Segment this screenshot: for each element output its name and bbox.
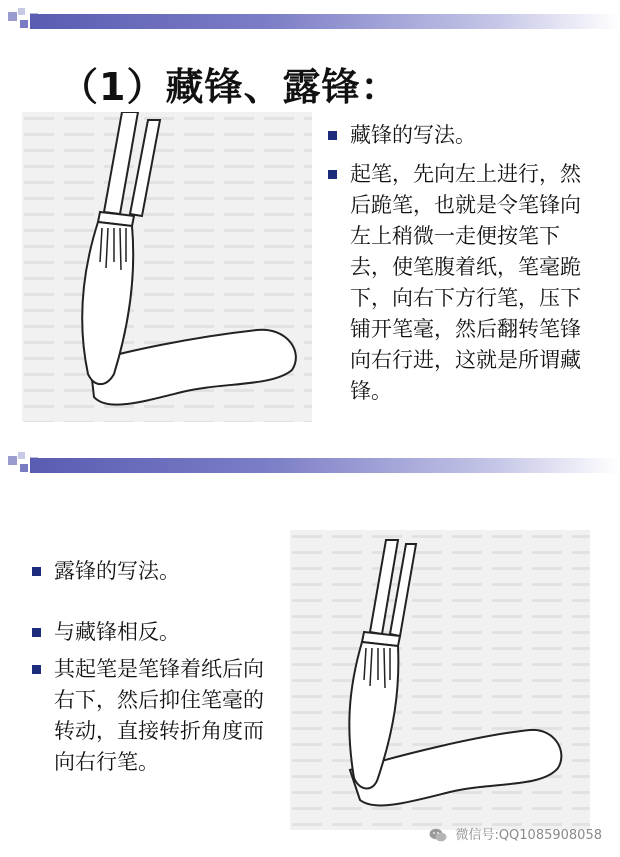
- bullet-text: 其起笔是笔锋着纸后向右下，然后抑住笔毫的转动，直接转折角度而向右行笔。: [54, 657, 264, 774]
- wechat-icon: [429, 828, 447, 843]
- brush-stroke-image: [22, 112, 312, 422]
- bullet-square-icon: [32, 567, 41, 576]
- list-item: [30, 654, 280, 778]
- list-item: [30, 617, 280, 648]
- watermark-text: 微信号:QQ1085908058: [455, 828, 602, 843]
- lufeng-brush-illustration: [290, 530, 590, 830]
- header-band: [0, 8, 620, 32]
- bullet-square-icon: [32, 628, 41, 637]
- bullet-square-icon: [328, 170, 337, 179]
- cangfeng-brush-illustration: [22, 112, 312, 422]
- header-band-bar: [30, 14, 620, 29]
- list-item: [326, 120, 586, 151]
- lufeng-bullet-list: [30, 556, 280, 778]
- cangfeng-bullet-list: [326, 120, 586, 407]
- brush-stroke-image: [290, 530, 590, 830]
- bullet-square-icon: [328, 131, 337, 140]
- list-item: [30, 556, 280, 587]
- bullet-square-icon: [32, 665, 41, 674]
- list-item: [326, 159, 586, 407]
- bullet-text: 与藏锋相反。: [54, 620, 180, 644]
- bullet-text: 藏锋的写法。: [350, 123, 476, 147]
- bullet-text: 露锋的写法。: [54, 559, 180, 583]
- divider-band: [0, 452, 620, 476]
- page-title: （1）藏锋、露锋：: [60, 65, 400, 109]
- wechat-watermark: [429, 824, 602, 843]
- bullet-text: 起笔，先向左上进行，然后跪笔，也就是令笔锋向左上稍微一走便按笔下去，使笔腹着纸，笔毫跪下，向右下方行笔，压下铺开笔毫，然后翻转笔锋向右行进，这就是所谓藏锋。: [350, 162, 581, 403]
- divider-band-bar: [30, 458, 620, 473]
